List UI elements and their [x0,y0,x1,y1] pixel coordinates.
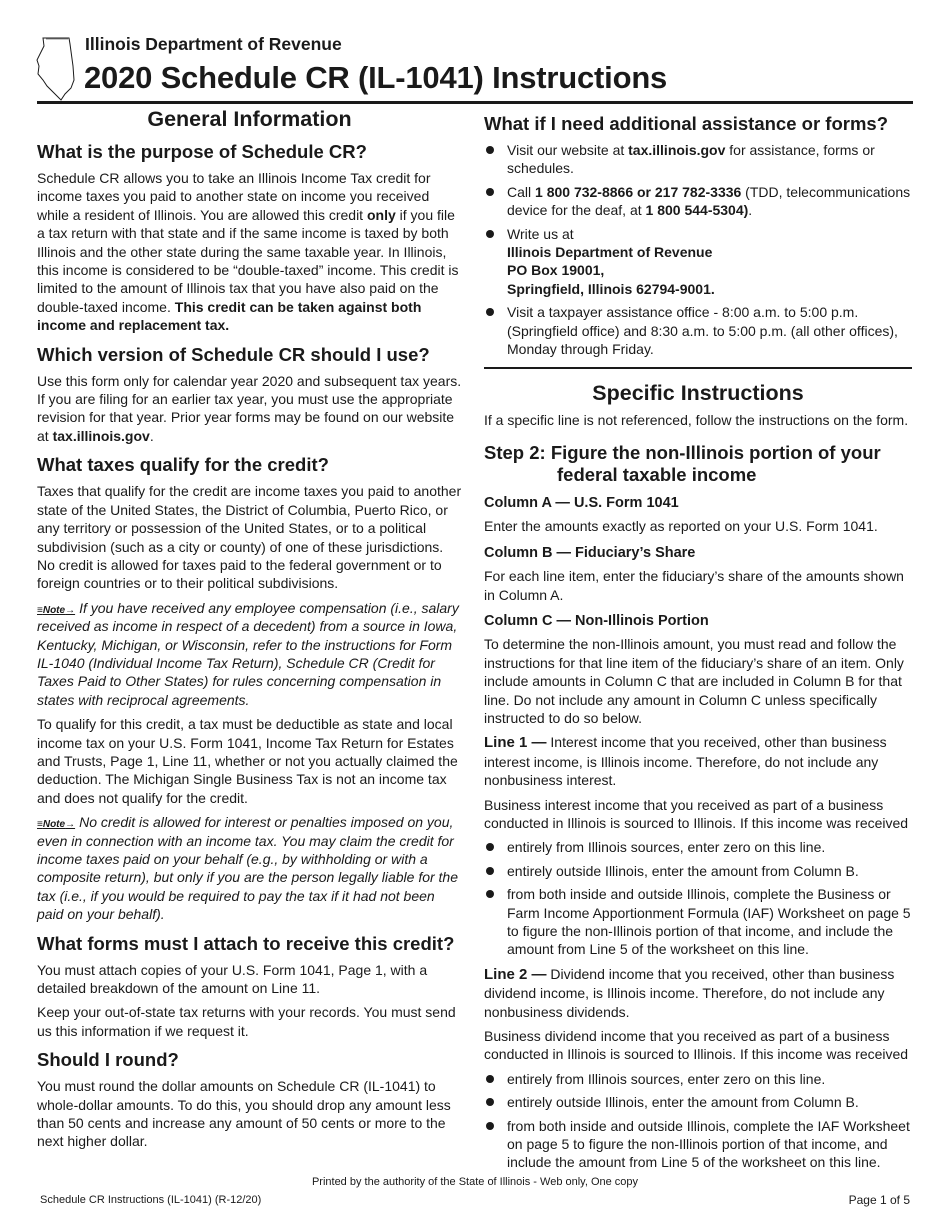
subheading [484,612,912,630]
bullet-icon [486,890,494,898]
section-title [37,107,462,132]
text-run: What if I need additional assistance or forms? [484,113,888,134]
text-run: For each line item, enter the fiduciary’s share of the amounts shown in Column A. [484,568,904,603]
bold-text: tax.illinois.gov [628,142,726,158]
footer-page-number: Page 1 of 5 [848,1193,910,1207]
paragraph [484,635,912,727]
paragraph [37,961,462,998]
text-run: entirely from Illinois sources, enter zero on this line. [507,839,826,856]
paragraph [484,517,912,535]
text-run: Visit our website at [507,142,629,158]
address-line: Illinois Department of Revenue [507,244,713,261]
bold-text: tax.illinois.gov [52,427,150,444]
text-run: (TDD, telecommunications device for the deaf, at [507,183,911,219]
address-line: Springfield, Illinois 62794-9001. [507,280,715,297]
list-item [484,862,912,880]
footer-authority: Printed by the authority of the State of Illinois - Web only, One copy [311,1176,639,1188]
bold-text: 1 800 732-8866 or 217 782-3336 [535,183,742,200]
text-run: from both inside and outside Illinois, complete the Business or Farm Income Apportionment Formula (IAF) Worksheet on page 5 to figure the non-Illinois portion of that income, and include the amount from Line 5 of the worksheet on this line. [507,886,911,958]
address-line: PO Box 19001, [507,262,605,279]
list-item [484,303,912,358]
bullet-icon [486,1075,494,1083]
note-paragraph [37,599,462,709]
bullet-icon [486,1122,494,1130]
text-run: Column C — Non-Illinois Portion [484,612,709,629]
section-heading [484,113,912,135]
list-item [484,183,912,220]
text-run: entirely outside Illinois, enter the amount from Column B. [507,1094,859,1111]
text-run: entirely outside Illinois, enter the amount from Column B. [507,862,859,879]
bullet-icon [486,230,494,238]
footer-form-id: Schedule CR Instructions (IL-1041) (R-12/20) [40,1194,262,1206]
text-run: for assistance, forms or schedules. [507,142,875,177]
bullet-icon [486,308,494,316]
text-run: Visit a taxpayer assistance office - 8:00 a.m. to 5:00 p.m. (Springfield office) and 8:30 a.m. to 5:00 p.m. (all other offices), Monday through Friday. [507,304,898,358]
text-run: Use this form only for calendar year 2020 and subsequent tax years. If you are filing for an earlier tax year, you must use the appropriate revision for that year. Prior year forms may be found on our website at [37,372,462,444]
text-run: Dividend income that you received, other than business dividend income, is Illinois income. Therefore, do not include any nonbusiness dividends. [484,965,895,1020]
department-name: Illinois Department of Revenue [85,34,342,54]
text-run: Taxes that qualify for the credit are income taxes you paid to another state of the United States, the District of Columbia, Puerto Rico, or any territory or possession of the United States, or to a political subdivision (such as a city or county) of one of these jurisdictions. No credit is allowed for taxes paid to the federal government or to foreign countries or to their political subdivisions. [37,483,462,592]
paragraph [484,965,912,1021]
text-run: Business interest income that you received as part of a business conducted in Illinois is sourced to Illinois. If this income was received [484,796,909,831]
list-item [484,1117,912,1172]
text-run: Call [507,183,536,200]
section-heading [37,454,462,476]
text-run: Schedule CR allows you to take an Illinois Income Tax credit for income taxes you paid to another state on income you received while a resident of Illinois. You are allowed this credit [37,170,431,223]
text-run: from both inside and outside Illinois, complete the IAF Worksheet on page 5 to figure the non-Illinois portion of that income, and include the amount from Line 5 of the worksheet on this line. [507,1117,910,1171]
text-run: . [748,202,753,219]
text-run: Should I round? [37,1049,179,1071]
paragraph [484,796,912,833]
bullet-list [484,838,912,958]
bold-text: 1 800 544-5304) [645,202,749,219]
paragraph [37,482,462,592]
paragraph [37,715,462,807]
note-icon: ≡Note→ [37,819,76,831]
paragraph [37,1003,462,1040]
text-run: To determine the non-Illinois amount, you must read and follow the instructions for that line item of the fiduciary’s share of an item. Only include amounts in Column C that are included in Column B for that line. Do not include any amount in Column C unless specifically instructed to do so below. [484,636,904,726]
section-title [484,381,912,406]
note-label: Note [42,604,66,616]
text-run: What taxes qualify for the credit? [37,454,329,476]
paragraph [484,411,912,429]
list-item [484,1093,912,1111]
bold-text: Line 1 — [484,734,547,752]
text-run: Keep your out-of-state tax returns with your records. You must send us this information if we request it. [37,1004,456,1039]
text-run: . [149,427,154,444]
illinois-state-outline-logo [35,36,77,102]
right-column [484,104,912,1178]
text-run: Business dividend income that you received as part of a business conducted in Illinois is sourced to Illinois. If this income was received [484,1028,909,1063]
text-run: Which version of Schedule CR should I use? [37,343,430,365]
text-run: What forms must I attach to receive this credit? [37,932,455,954]
page-title: 2020 Schedule CR (IL-1041) Instructions [84,60,668,95]
list-item [484,141,912,178]
paragraph [37,372,462,446]
section-divider [484,367,912,369]
text-run: Write us at [507,225,574,242]
bullet-icon [486,146,494,154]
note-icon: ≡Note→ [37,604,76,616]
bold-text: This credit can be taken against both income and replacement tax. [37,298,422,334]
bullet-list [484,1070,912,1172]
section-heading [37,933,462,955]
list-item [484,1070,912,1088]
text-run: If you have received any employee compensation (i.e., salary received as income in respect of a decedent) from a source in Iowa, Kentucky, Michigan, or Wisconsin, refer to the instructions for Form IL-1040 (Individual Income Tax Return), Schedule CR (Credit for Taxes Paid to Other States) for rules concerning compensation in states with reciprocal agreements. [37,599,459,708]
paragraph [37,1077,462,1151]
section-heading [37,344,462,366]
text-run: No credit is allowed for interest or penalties imposed on you, even in connection with an income tax. You may claim the credit for income taxes paid on your behalf (e.g., by withholding or with a composite return), but only if you are the person legally liable for the tax (i.e., if you would be required to pay the tax if it had not been paid on your behalf). [37,814,459,923]
bullet-icon [486,188,494,196]
paragraph [484,1027,912,1064]
list-item [484,838,912,856]
text-run: Specific Instructions [592,381,804,406]
bullet-icon [486,1098,494,1106]
text-run: You must attach copies of your U.S. Form 1041, Page 1, with a detailed breakdown of the amount on Line 11. [37,961,428,997]
text-run: General Information [147,107,352,131]
text-run: entirely from Illinois sources, enter zero on this line. [507,1070,826,1087]
text-run: Step 2: Figure the non-Illinois portion of your federal taxable income [484,441,881,485]
text-run: What is the purpose of Schedule CR? [37,141,367,162]
text-run: If a specific line is not referenced, follow the instructions on the form. [484,412,909,429]
text-run: Interest income that you received, other than business interest income, is Illinois income. Therefore, do not include any nonbusiness interest. [484,734,887,789]
paragraph [37,169,462,335]
text-run: To qualify for this credit, a tax must be deductible as state and local income tax on your U.S. Form 1041, Income Tax Return for Estates and Trusts, Page 1, Line 11, whether or not you actually claimed the deduction. The Michigan Single Business Tax is not an income tax and does not qualify for the credit. [37,716,458,806]
step-heading [484,442,912,486]
paragraph [484,567,912,604]
left-column [37,104,462,1157]
subheading [484,494,912,512]
section-heading [37,141,462,163]
bullet-list [484,141,912,358]
text-run: Enter the amounts exactly as reported on your U.S. Form 1041. [484,518,878,535]
bullet-icon [486,843,494,851]
bullet-icon [486,867,494,875]
text-run: Column B — Fiduciary’s Share [484,544,696,561]
bold-text: Line 2 — [484,965,547,983]
subheading [484,544,912,562]
paragraph [484,733,912,789]
text-run: if you file a tax return with that state and if the same income is taxed by both Illinois and the other state during the same taxable year. In Illinois, this income is considered to be “double-taxed” income. This credit is limited to the amount of Illinois tax that you have also paid on the double-taxed income. [37,206,459,315]
note-paragraph [37,813,462,923]
note-label: Note [42,819,66,831]
list-item [484,225,912,299]
bold-text: only [366,206,396,223]
list-item [484,885,912,959]
text-run: You must round the dollar amounts on Schedule CR (IL-1041) to whole-dollar amounts. To do this, you should drop any amount less than 50 cents and increase any amount of 50 cents or more to the next higher dollar. [37,1078,451,1150]
section-heading [37,1049,462,1071]
text-run: Column A — U.S. Form 1041 [484,494,679,511]
